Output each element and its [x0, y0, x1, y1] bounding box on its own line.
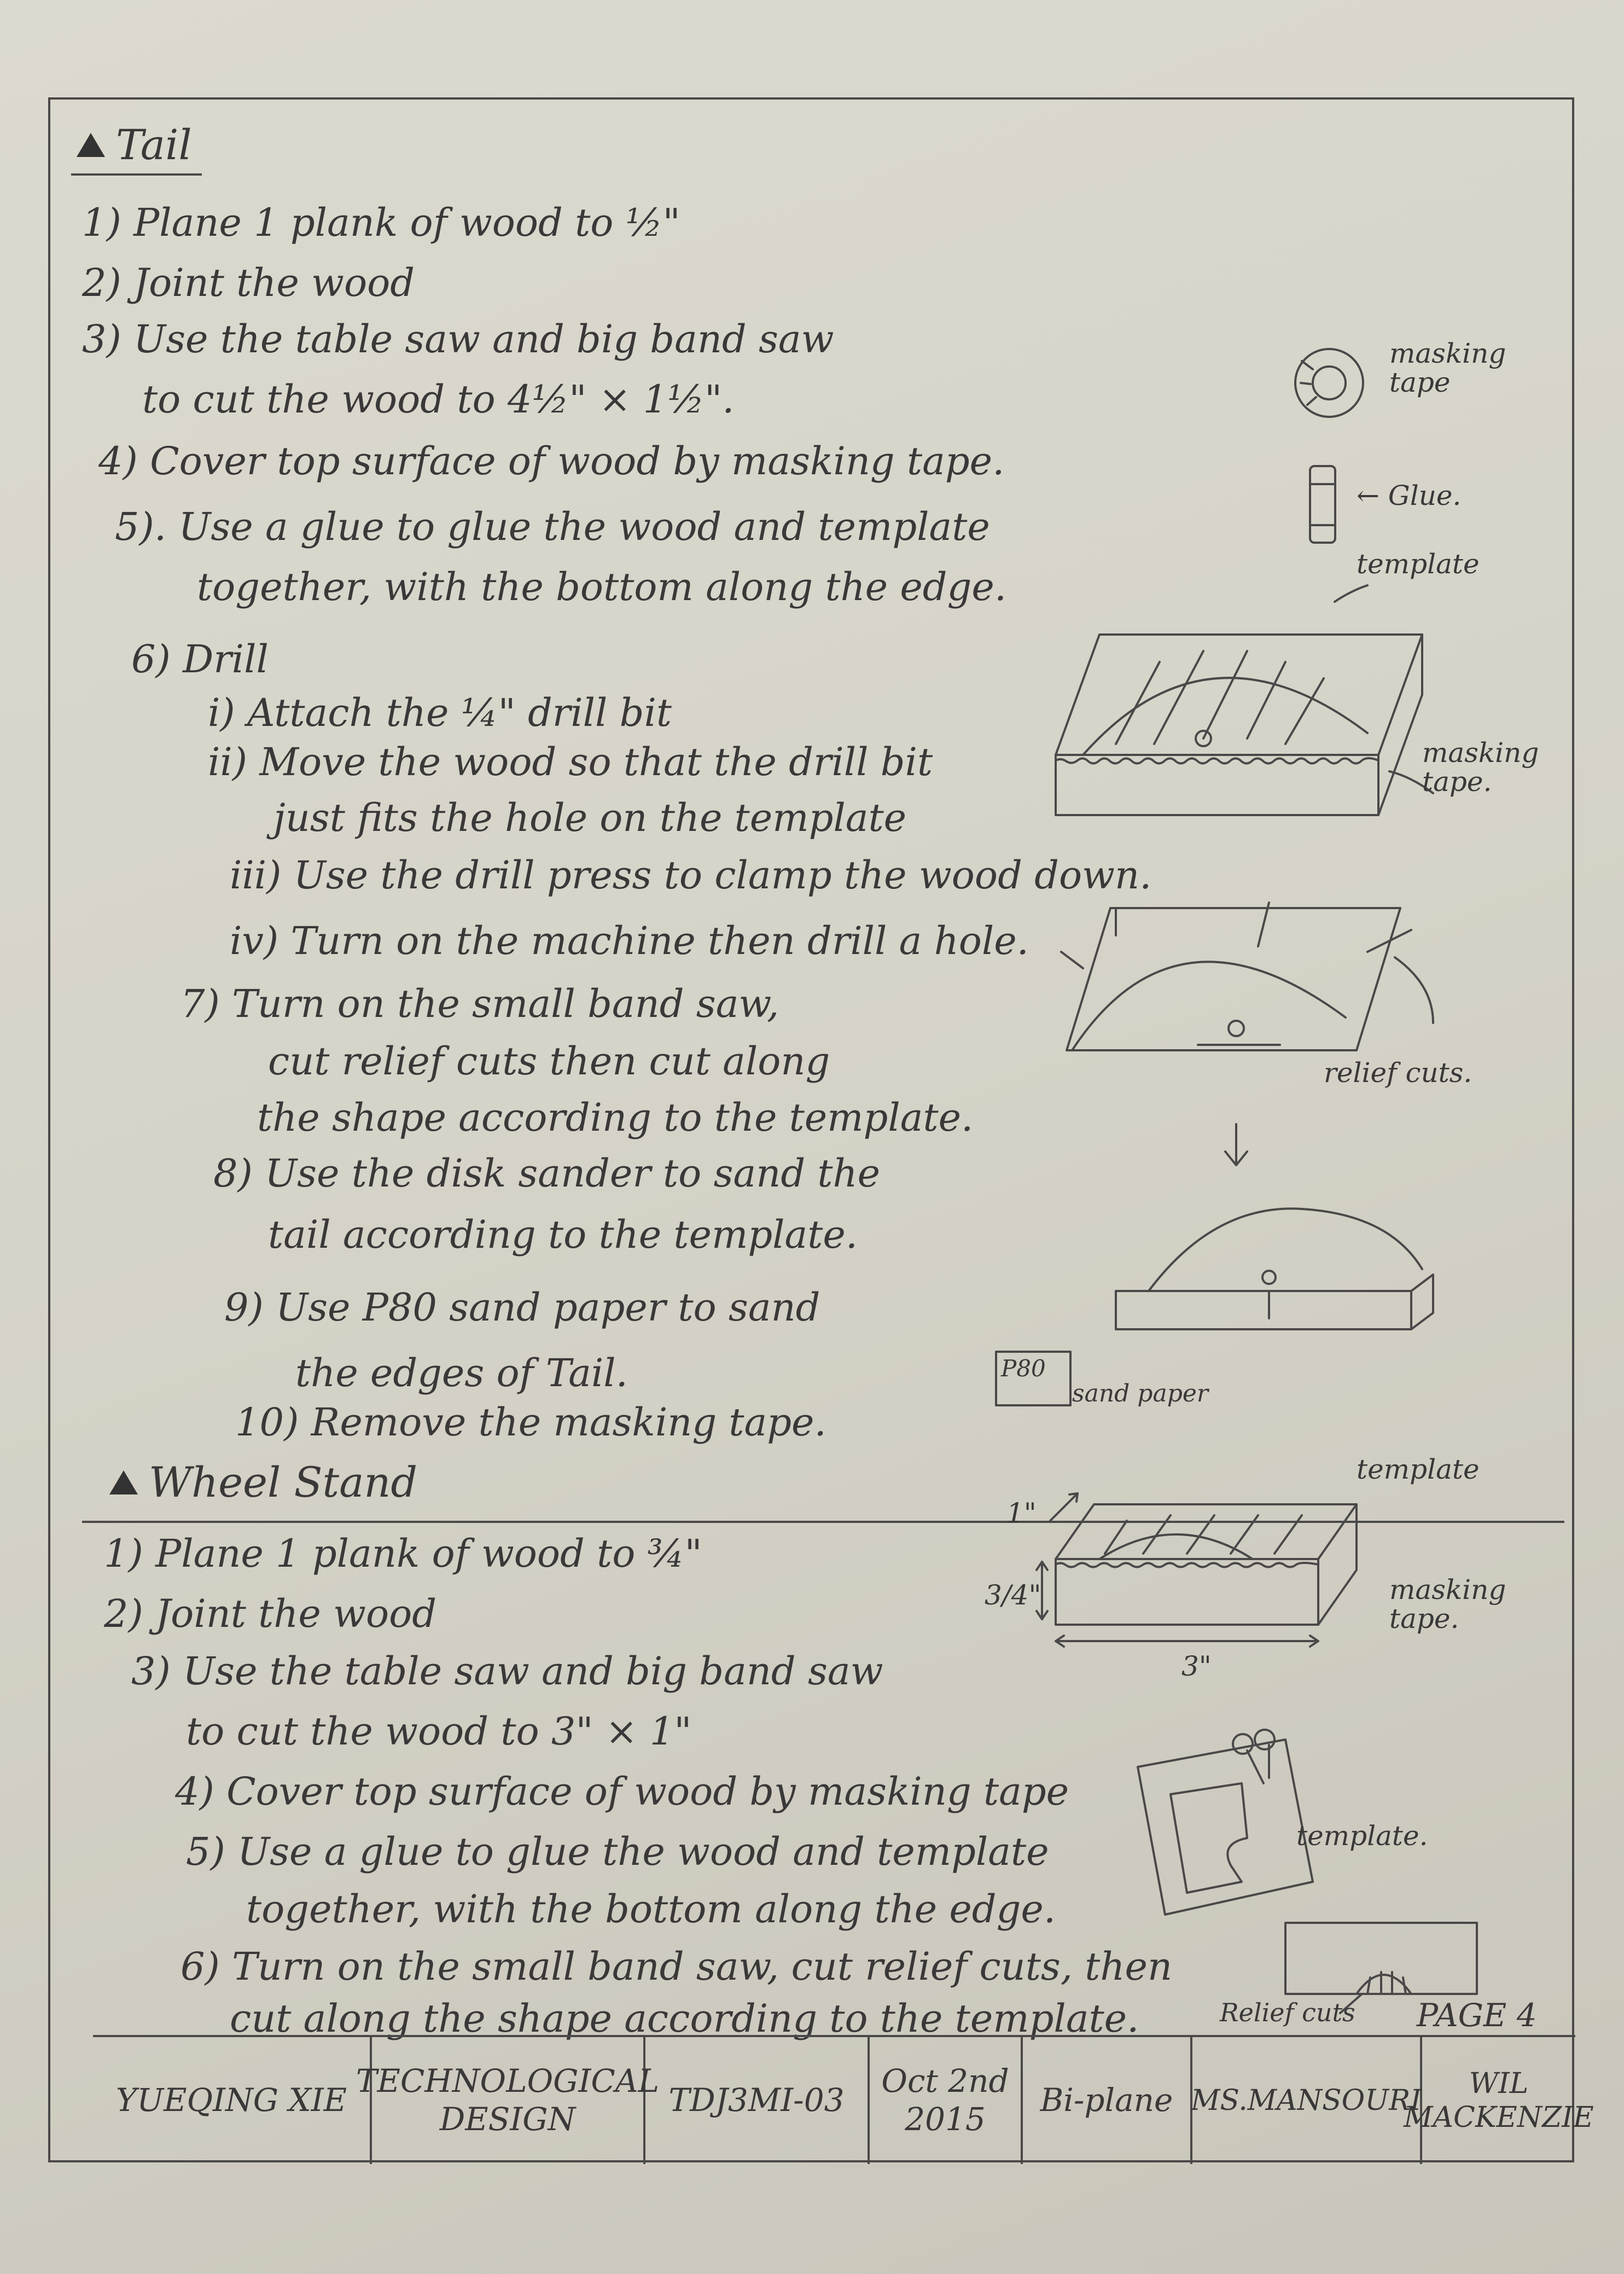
down-arrow-icon: [1220, 1121, 1258, 1171]
tail-step-6-ii: ii) Move the wood so that the drill bit: [208, 740, 933, 784]
glue-bottle-icon: [1305, 460, 1343, 547]
school-name: WIL MACKENZIE: [1404, 2067, 1594, 2134]
template-note: template: [1357, 548, 1480, 580]
teacher-name: MS.MANSOURI: [1192, 2037, 1422, 2164]
sand-paper-note: sand paper: [1072, 1380, 1208, 1408]
masking-tape-note-3: masking tape.: [1389, 1574, 1506, 1635]
tail-step-6-iv: iv) Turn on the machine then drill a hole.: [230, 918, 1029, 963]
wheel-step-5-cont: together, with the bottom along the edge.: [246, 1887, 1056, 1932]
tail-step-7-cont-1: cut relief cuts then cut along: [268, 1039, 830, 1084]
masking-tape-note-2: masking tape.: [1422, 737, 1539, 798]
tail-step-8: 8) Use the disk sander to sand the: [213, 1151, 881, 1196]
wheel-step-4: 4) Cover top surface of wood by masking tape: [175, 1769, 1069, 1814]
wheel-step-2: 2) Joint the wood: [104, 1591, 437, 1636]
dim-3-4-label: 3/4": [985, 1579, 1041, 1611]
tail-step-6-iii: iii) Use the drill press to clamp the wood down.: [230, 853, 1152, 898]
page-number: PAGE 4: [1417, 1997, 1537, 2034]
tail-step-5-cont: together, with the bottom along the edge.: [197, 565, 1007, 609]
tail-relief-cuts-sketch: [1039, 886, 1455, 1061]
wheel-stand-block-sketch: [1045, 1488, 1406, 1668]
triangle-bullet-icon: [109, 1470, 138, 1494]
tail-step-3: 3) Use the table saw and big band saw: [82, 317, 834, 362]
tail-step-4: 4) Cover top surface of wood by masking tape.: [98, 439, 1005, 484]
course-code: TDJ3MI-03: [645, 2037, 870, 2164]
tail-step-9-cont: the edges of Tail.: [295, 1351, 628, 1395]
relief-cuts-note: relief cuts.: [1324, 1057, 1472, 1089]
tail-finished-sketch: [1105, 1193, 1444, 1340]
wheel-step-6: 6) Turn on the small band saw, cut relief cuts, then: [181, 1944, 1173, 1989]
masking-tape-roll-icon: [1285, 339, 1373, 427]
tail-step-10: 10) Remove the masking tape.: [235, 1400, 826, 1445]
tail-step-7-cont-2: the shape according to the template.: [257, 1095, 974, 1140]
sand-paper-tag: P80: [1001, 1355, 1046, 1382]
student-name: YUEQING XIE: [93, 2037, 372, 2164]
date-cell: Oct 2nd 2015: [870, 2037, 1023, 2164]
triangle-bullet-icon: [77, 133, 105, 157]
wheel-step-3: 3) Use the table saw and big band saw: [131, 1649, 883, 1694]
wheel-step-1: 1) Plane 1 plank of wood to ¾": [104, 1531, 702, 1576]
dim-3-label: 3": [1181, 1650, 1212, 1682]
wheel-step-3-cont: to cut the wood to 3" × 1": [186, 1709, 692, 1754]
title-block: [93, 2035, 1594, 2164]
tail-step-6-i: i) Attach the ¼" drill bit: [208, 690, 672, 735]
tail-step-2: 2) Joint the wood: [82, 260, 415, 305]
tail-step-8-cont: tail according to the template.: [268, 1212, 858, 1257]
tail-step-6-ii-cont: just fits the hole on the template: [273, 795, 907, 840]
tail-heading: Tail: [71, 120, 202, 176]
tail-step-5: 5). Use a glue to glue the wood and template: [115, 504, 990, 549]
glue-note: ← Glue.: [1357, 480, 1462, 511]
template-note-2: template: [1357, 1453, 1480, 1485]
tail-step-7: 7) Turn on the small band saw,: [181, 981, 779, 1026]
tail-step-6: 6) Drill: [131, 637, 269, 682]
dim-1-label: 1": [1006, 1497, 1037, 1529]
wheel-step-6-cont: cut along the shape according to the template.: [230, 1996, 1139, 2041]
course-name: TECHNOLOGICAL DESIGN: [372, 2037, 645, 2164]
tail-step-9: 9) Use P80 sand paper to sand: [224, 1285, 820, 1330]
tail-step-3-cont: to cut the wood to 4½" × 1½".: [142, 377, 735, 422]
wheel-stand-heading: Wheel Stand: [104, 1458, 427, 1511]
template-note-3: template.: [1296, 1820, 1428, 1852]
wheel-step-5: 5) Use a glue to glue the wood and template: [186, 1829, 1049, 1874]
tail-step-1: 1) Plane 1 plank of wood to ½": [82, 200, 680, 245]
project-name: Bi-plane: [1023, 2037, 1192, 2164]
relief-cuts-note-2: Relief cuts: [1220, 1998, 1355, 2027]
masking-tape-note: masking tape: [1389, 338, 1506, 398]
